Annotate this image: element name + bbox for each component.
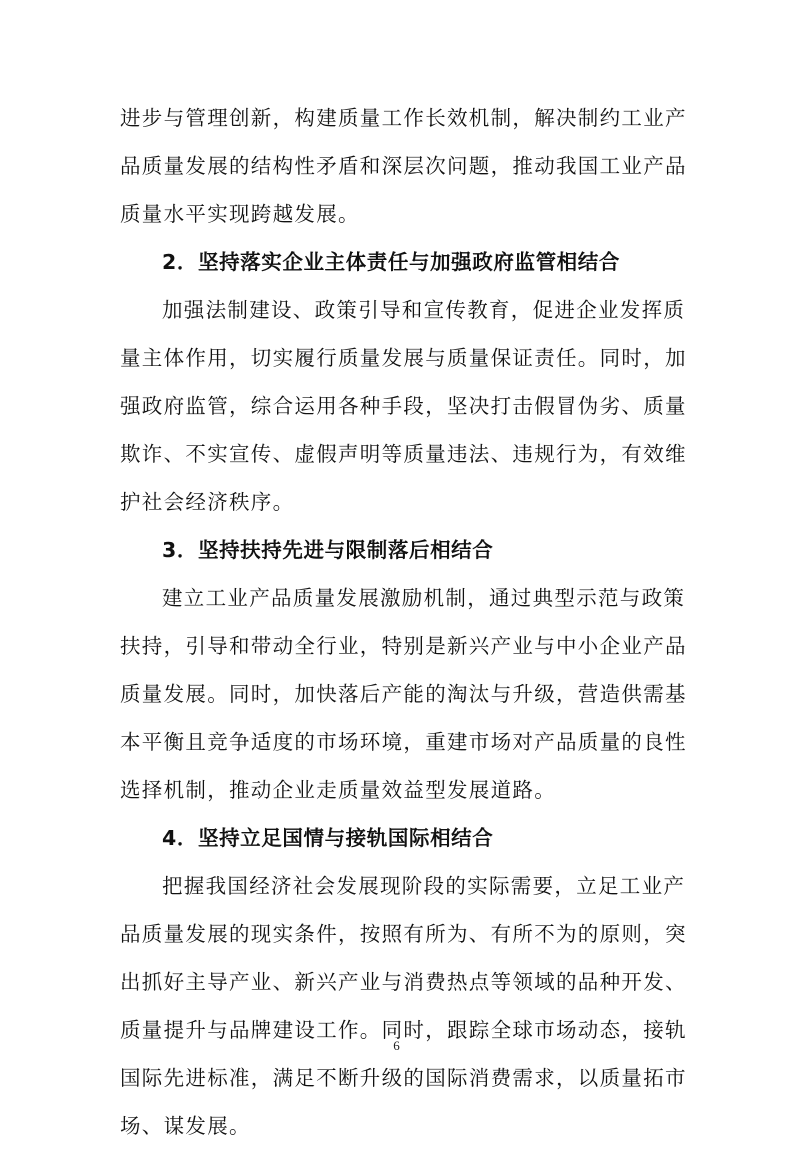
- paragraph-line: 质量水平实现跨越发展。: [120, 202, 360, 226]
- paragraph-line: 质量发展。同时，加快落后产能的淘汰与升级，营造供需基: [120, 682, 687, 706]
- paragraph-line: 扶持，引导和带动全行业，特别是新兴产业与中小企业产品: [120, 634, 687, 658]
- paragraph-line: 强政府监管，综合运用各种手段，坚决打击假冒伪劣、质量: [120, 394, 687, 418]
- paragraph-line: 把握我国经济社会发展现阶段的实际需要，立足工业产: [162, 874, 686, 898]
- paragraph-line: 选择机制，推动企业走质量效益型发展道路。: [120, 778, 556, 802]
- page-number: 6: [393, 1038, 400, 1053]
- paragraph-line: 场、谋发展。: [120, 1114, 251, 1138]
- paragraph-line: 进步与管理创新，构建质量工作长效机制，解决制约工业产: [120, 106, 687, 130]
- paragraph-line: 品质量发展的现实条件，按照有所为、有所不为的原则，突: [120, 922, 687, 946]
- section-heading: 4．坚持立足国情与接轨国际相结合: [162, 826, 494, 850]
- paragraph-line: 加强法制建设、政策引导和宣传教育，促进企业发挥质: [162, 298, 686, 322]
- paragraph-line: 欺诈、不实宣传、虚假声明等质量违法、违规行为，有效维: [120, 442, 687, 466]
- intro-paragraph: [120, 94, 687, 238]
- paragraph-line: 本平衡且竞争适度的市场环境，重建市场对产品质量的良性: [120, 730, 687, 754]
- section-3: [120, 526, 687, 814]
- paragraph-line: 护社会经济秩序。: [120, 490, 295, 514]
- section-4: [120, 814, 687, 1150]
- paragraph-line: 质量提升与品牌建设工作。同时，跟踪全球市场动态，接轨: [120, 1018, 687, 1042]
- document-body: [120, 94, 687, 1150]
- paragraph-line: 国际先进标准，满足不断升级的国际消费需求，以质量拓市: [120, 1066, 687, 1090]
- section-heading: 3．坚持扶持先进与限制落后相结合: [162, 538, 494, 562]
- paragraph-line: 品质量发展的结构性矛盾和深层次问题，推动我国工业产品: [120, 154, 687, 178]
- paragraph-line: 量主体作用，切实履行质量发展与质量保证责任。同时，加: [120, 346, 687, 370]
- section-heading: 2．坚持落实企业主体责任与加强政府监管相结合: [162, 250, 620, 274]
- paragraph-line: 出抓好主导产业、新兴产业与消费热点等领域的品种开发、: [120, 970, 687, 994]
- paragraph-line: 建立工业产品质量发展激励机制，通过典型示范与政策: [162, 586, 686, 610]
- section-2: [120, 238, 687, 526]
